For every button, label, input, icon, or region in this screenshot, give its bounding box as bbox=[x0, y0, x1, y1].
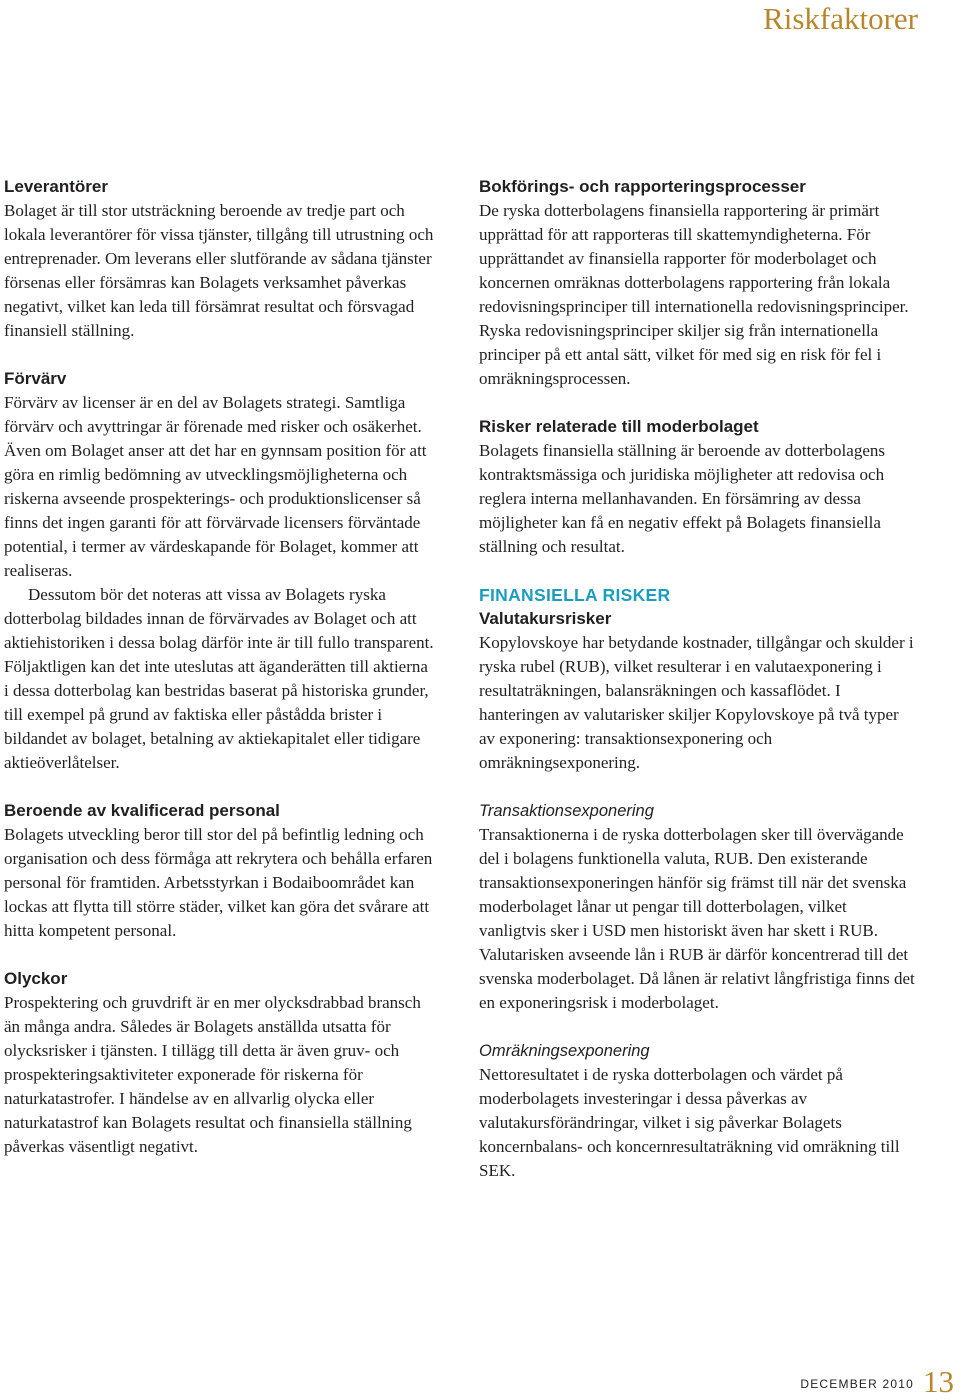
section-title-finansiella-risker: FINANSIELLA RISKER bbox=[479, 585, 671, 605]
section-forvarv bbox=[4, 367, 436, 775]
text-valutakursrisker: Kopylovskoye har betydande kostnader, tillgångar och skulder i ryska rubel (RUB), vilket resulterar i en valutaexponering i resultaträkningen, balansräkningen och kassaflödet. I hanteringen av valutarisker skiljer Kopylovskoye på två typer av exponering: transaktionsexponering och omräkningsexponering. bbox=[479, 633, 914, 772]
section-olyckor bbox=[4, 967, 436, 1159]
section-leverantorer bbox=[4, 175, 436, 343]
section-bokforing bbox=[479, 175, 917, 391]
text-olyckor: Prospektering och gruvdrift är en mer olycksdrabbad bransch än många andra. Således är Bolagets anställda utsatta för olycksrisker i tjänsten. I tillägg till detta är även gruv- och prospekteringsaktiviteter exponerade för riskerna för naturkatastrofer. I händelse av en allvarlig olycka eller naturkatastrof kan Bolagets resultat och finansiella ställning påverkas väsentligt negativt. bbox=[4, 993, 421, 1156]
text-forvarv-1: Förvärv av licenser är en del av Bolagets strategi. Samtliga förvärv och avyttringar är förenade med risker och osäkerhet. Även om Bolaget anser att det har en gynnsam position för att göra en rimlig bedömning av utvecklingsmöjligheterna och riskerna avseende prospekterings- och produktionslicenser så finns det ingen garanti för att förvärvade licensers förväntade potential, i termer av värdeskapande för Bolaget, kommer att realiseras. bbox=[4, 393, 427, 580]
heading-transaktionsexponering: Transaktionsexponering bbox=[479, 802, 654, 820]
text-omrakningsexponering: Nettoresultatet i de ryska dotterbolagen och värdet på moderbolagets investeringar i dessa påverkas av valutakursförändringar, vilket i sig påverkar Bolagets koncernbalans- och koncernresultaträkning vid omräkning till SEK. bbox=[479, 1065, 900, 1180]
heading-bokforing: Bokförings- och rapporteringsprocesser bbox=[479, 177, 806, 196]
page-footer bbox=[760, 1363, 960, 1399]
left-column bbox=[4, 175, 436, 1159]
page-title: Riskfaktorer bbox=[763, 1, 918, 36]
section-personal bbox=[4, 799, 436, 943]
page-header bbox=[760, 0, 960, 44]
text-moderbolaget: Bolagets finansiella ställning är beroende av dotterbolagens kontraktsmässiga och juridiska möjligheter att redovisa och reglera interna mellanhavanden. En försämring av dessa möjligheter kan få en negativ effekt på Bolagets finansiella ställning och resultat. bbox=[479, 441, 885, 556]
section-finansiella-risker bbox=[479, 583, 917, 775]
heading-omrakningsexponering: Omräkningsexponering bbox=[479, 1042, 650, 1060]
section-omrakningsexponering bbox=[479, 1039, 917, 1183]
text-transaktionsexponering: Transaktionerna i de ryska dotterbolagen sker till övervägande del i bolagens funktionella valuta, RUB. Den existerande transaktionsexponeringen hänför sig främst till när det svenska moderbolaget lånar ut pengar till dotterbolagen, vilket vanligtvis sker i USD men historiskt även har skett i RUB. Valutarisken avseende lån i RUB är därför koncentrerad till det svenska moderbolaget. Då lånen är relativt långfristiga finns det en exponeringsrisk i moderbolaget. bbox=[479, 825, 915, 1012]
text-bokforing: De ryska dotterbolagens finansiella rapportering är primärt upprättad för att rapporteras till skattemyndigheterna. För upprättandet av finansiella rapporter för moderbolaget och koncernen omräknas dotterbolagens rapportering från lokala redovisningsprinciper till internationella redovisningsprinciper. Ryska redovisningsprinciper skiljer sig från internationella principer på ett antal sätt, vilket för med sig en risk för fel i omräkningsprocessen. bbox=[479, 201, 909, 388]
heading-olyckor: Olyckor bbox=[4, 969, 68, 988]
text-forvarv-2: Dessutom bör det noteras att vissa av Bolagets ryska dotterbolag bildades innan de förvärvades av Bolaget och att aktiehistoriken i dessa bolag därför inte är till fullo transparent. Följaktligen kan det inte uteslutas att äganderätten till aktierna i dessa dotterbolag kan bestridas baserat på historiska grunder, till exempel på grund av faktiska eller påstådda brister i bildandet av bolaget, betalning av aktiekapitalet eller tidigare aktieöverlåtelser. bbox=[4, 585, 434, 772]
section-transaktionsexponering bbox=[479, 799, 917, 1015]
heading-personal: Beroende av kvalificerad personal bbox=[4, 801, 280, 820]
heading-leverantorer: Leverantörer bbox=[4, 177, 108, 196]
section-moderbolaget bbox=[479, 415, 917, 559]
text-leverantorer: Bolaget är till stor utsträckning beroende av tredje part och lokala leverantörer för vissa tjänster, tillgång till utrustning och entreprenader. Om leverans eller slutförande av sådana tjänster försenas eller försämras kan Bolagets verksamhet påverkas negativt, vilket kan leda till försämrat resultat och försvagad finansiell ställning. bbox=[4, 201, 434, 340]
right-column bbox=[479, 175, 917, 1183]
footer-date: DECEMBER 2010 bbox=[800, 1377, 914, 1391]
heading-forvarv: Förvärv bbox=[4, 369, 67, 388]
page-number: 13 bbox=[923, 1364, 954, 1399]
heading-valutakursrisker: Valutakursrisker bbox=[479, 609, 612, 628]
heading-moderbolaget: Risker relaterade till moderbolaget bbox=[479, 417, 759, 436]
text-personal: Bolagets utveckling beror till stor del på befintlig ledning och organisation och dess förmåga att rekrytera och behålla erfaren personal för framtiden. Arbetsstyrkan i Bodaiboområdet kan lockas att flytta till större städer, vilket kan göra det svårare att hitta kompetent personal. bbox=[4, 825, 433, 940]
